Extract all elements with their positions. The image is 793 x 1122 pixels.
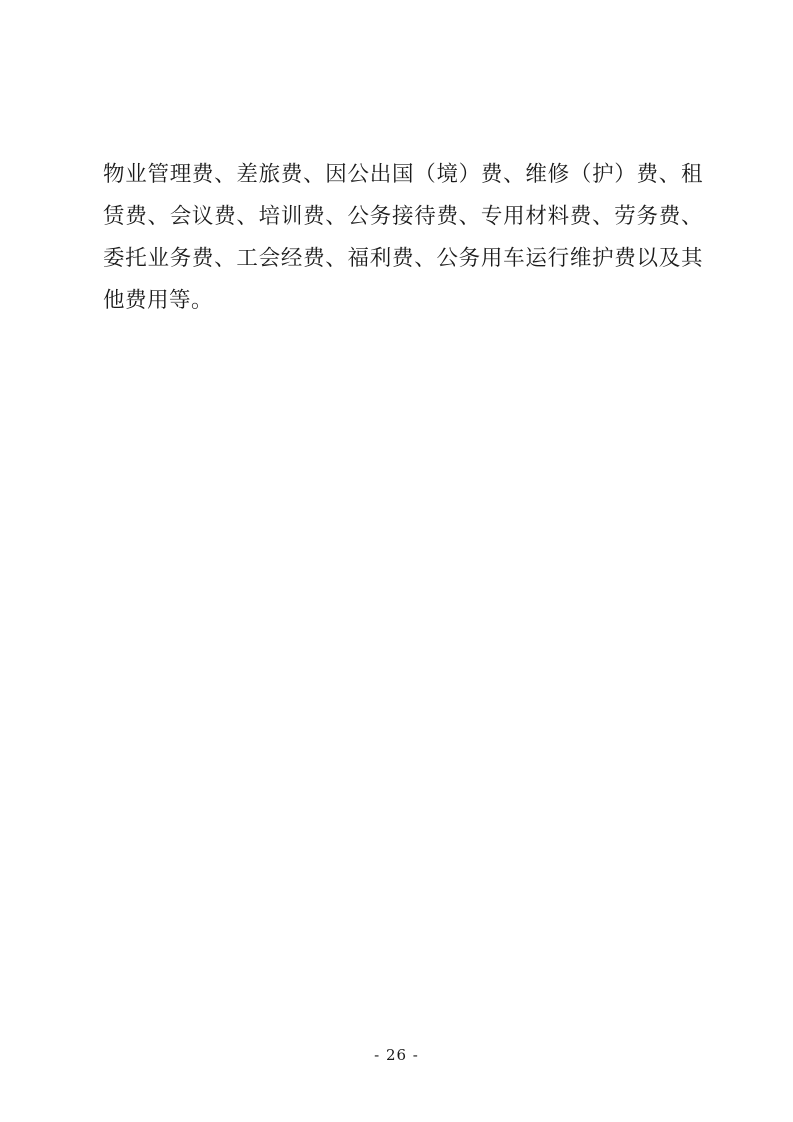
body-paragraph: 物业管理费、差旅费、因公出国（境）费、维修（护）费、租赁费、会议费、培训费、公务接待费、专用材料费、劳务费、委托业务费、工会经费、福利费、公务用车运行维护费以及其他费用等。 [103, 161, 703, 313]
page-number: - 26 - [374, 1046, 419, 1064]
